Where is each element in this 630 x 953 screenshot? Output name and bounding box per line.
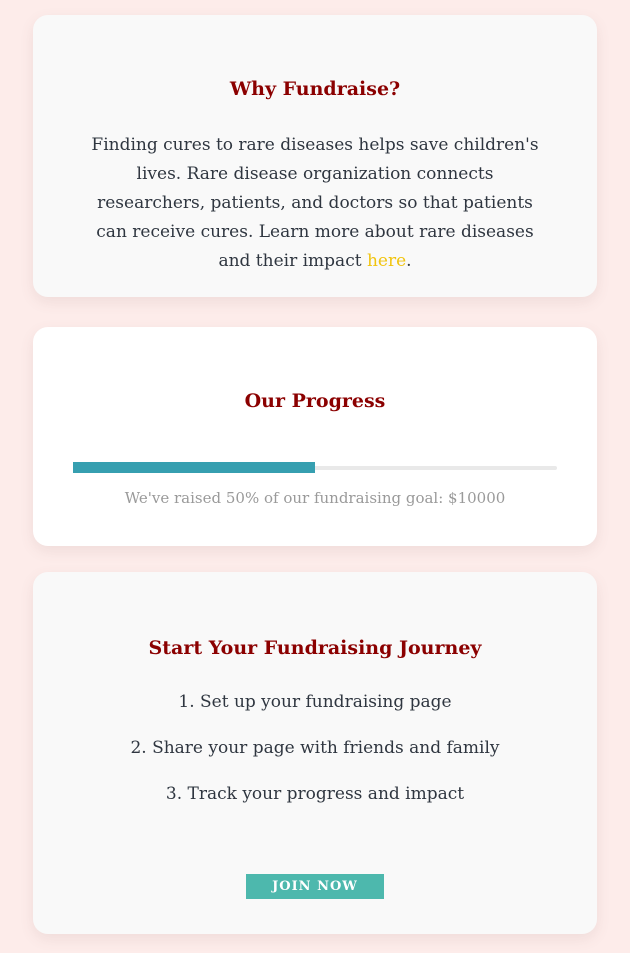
join-now-button[interactable]: JOIN NOW [246,874,384,899]
our-progress-title: Our Progress [244,390,386,412]
journey-step-3: 3. Track your progress and impact [165,784,465,804]
why-fundraise-card [33,15,597,297]
journey-step-1: 1. Set up your fundraising page [178,692,452,712]
progress-bar [73,462,557,473]
learn-more-link[interactable]: here [366,251,407,271]
why-fundraise-text-before-link: Finding cures to rare diseases helps save children's lives. Rare disease organization connects researchers, patients, and doctors so that patients can receive cures. Learn more about rare diseases and their impact [91,135,539,271]
progress-label: We've raised 50% of our fundraising goal: $10000 [124,489,506,507]
progress-bar-fill [73,462,315,473]
journey-card [33,572,597,934]
journey-title: Start Your Fundraising Journey [148,637,482,659]
why-fundraise-title: Why Fundraise? [229,78,401,100]
journey-step-2: 2. Share your page with friends and family [130,738,500,758]
why-fundraise-text [81,131,549,276]
why-fundraise-text-after-link: . [406,251,412,271]
our-progress-card [33,327,597,546]
